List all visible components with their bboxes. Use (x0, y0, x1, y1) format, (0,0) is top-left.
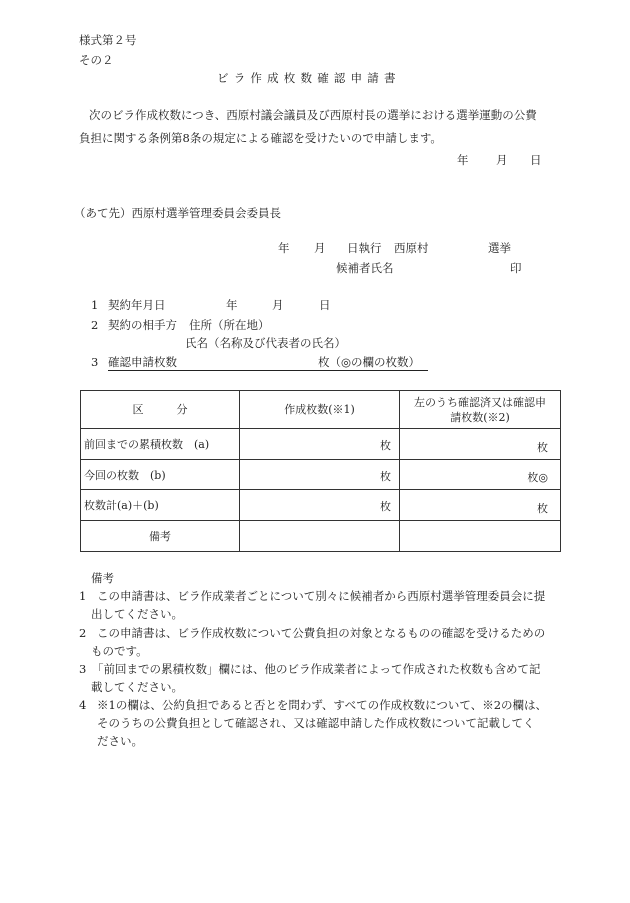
unit-label: 枚 (537, 502, 548, 515)
document-title: ビラ作成枚数確認申請書 (217, 71, 401, 85)
item-1-year: 年 (226, 298, 238, 312)
unit-label: 枚 (380, 500, 391, 513)
election-date-label: 日執行 (347, 241, 382, 255)
note-2-number: 2 (79, 626, 87, 640)
note-1-number: 1 (79, 589, 87, 603)
note-2-line-1: この申請書は、ビラ作成枚数について公費負担の対象となるものの確認を受けるための (97, 626, 546, 640)
item-2-number: 2 (91, 318, 99, 332)
item-2-label: 契約の相手方 (108, 318, 177, 332)
cell-made-previous[interactable] (240, 429, 400, 460)
item-1-label: 契約年月日 (108, 298, 166, 312)
form-sub-number: その２ (79, 53, 114, 67)
item-2-address: 住所（所在地） (189, 318, 270, 332)
cell-made-total[interactable] (240, 490, 400, 521)
form-number: 様式第２号 (79, 33, 137, 47)
header-made-count: 作成枚数(※1) (240, 391, 400, 429)
unit-label: 枚 (380, 470, 391, 483)
header-confirmed-line-1: 左のうち確認済又は確認申 (414, 395, 546, 409)
table-row (81, 429, 561, 460)
note-3-line-1: 「前回までの累積枚数」欄には、他のビラ作成業者によって作成された枚数も含めて記 (92, 662, 541, 676)
intro-line-1: 次のビラ作成枚数につき、西原村議会議員及び西原村長の選挙における選挙運動の公費 (89, 108, 537, 122)
candidate-name-label: 候補者氏名 (336, 261, 394, 275)
cell-remarks-1[interactable] (240, 521, 400, 552)
note-4-line-1: ※1の欄は、公約負担であると否とを問わず、すべての作成枚数について、※2の欄は、 (97, 698, 548, 712)
item-1-day: 日 (319, 298, 331, 312)
item-1-number: 1 (91, 298, 99, 312)
unit-label: 枚 (380, 439, 391, 452)
date-year-label: 年 (457, 153, 469, 167)
note-4-line-2: そのうちの公費負担として確認され、又は確認申請した作成枚数について記載してく (97, 716, 535, 730)
item-3-label: 確認申請枚数 (108, 355, 177, 369)
notes-heading: 備考 (91, 571, 114, 585)
cell-confirmed-previous[interactable] (400, 429, 561, 460)
unit-label: 枚 (537, 441, 548, 454)
date-day-label: 日 (530, 153, 542, 167)
note-4-line-3: ださい。 (97, 734, 143, 748)
item-3-unit: 枚（◎の欄の枚数） (318, 355, 421, 369)
date-month-label: 月 (496, 153, 508, 167)
addressee: （あて先）西原村選挙管理委員会委員長 (74, 206, 281, 220)
election-month-label: 月 (314, 241, 326, 255)
note-3-line-2: 載してください。 (91, 680, 183, 694)
item-2-name: 氏名（名称及び代表者の氏名） (185, 336, 346, 350)
cell-remarks-2[interactable] (400, 521, 561, 552)
row-label-remarks: 備考 (81, 521, 240, 552)
row-label-current: 今回の枚数 (b) (81, 460, 240, 490)
item-1-month: 月 (272, 298, 284, 312)
cell-made-current[interactable] (240, 460, 400, 490)
note-2-line-2: ものです。 (91, 644, 148, 658)
table-row (81, 490, 561, 521)
row-label-total: 枚数計(a)＋(b) (81, 490, 240, 521)
intro-line-2: 負担に関する条例第8条の規定による確認を受けたいので申請します。 (79, 131, 442, 145)
row-label-previous: 前回までの累積枚数 (a) (81, 429, 240, 460)
sheet-count-table (80, 390, 561, 552)
cell-confirmed-current[interactable] (400, 460, 561, 490)
election-label: 選挙 (488, 241, 511, 255)
header-category: 区 分 (81, 391, 240, 429)
header-confirmed-line-2: 請枚数(※2) (450, 410, 510, 424)
note-1-line-1: この申請書は、ビラ作成業者ごとについて別々に候補者から西原村選挙管理委員会に提 (97, 589, 546, 603)
note-3-number: 3 (79, 662, 87, 676)
table-header-row (81, 391, 561, 429)
header-confirmed-count (400, 391, 561, 429)
unit-label: 枚◎ (527, 471, 548, 484)
seal-mark: 印 (510, 261, 522, 275)
item-3-number: 3 (91, 355, 99, 369)
note-4-number: 4 (79, 698, 87, 712)
table-row (81, 521, 561, 552)
table-row (81, 460, 561, 490)
village-name: 西原村 (394, 241, 429, 255)
cell-confirmed-total[interactable] (400, 490, 561, 521)
note-1-line-2: 出してください。 (91, 607, 183, 621)
election-year-label: 年 (278, 241, 290, 255)
